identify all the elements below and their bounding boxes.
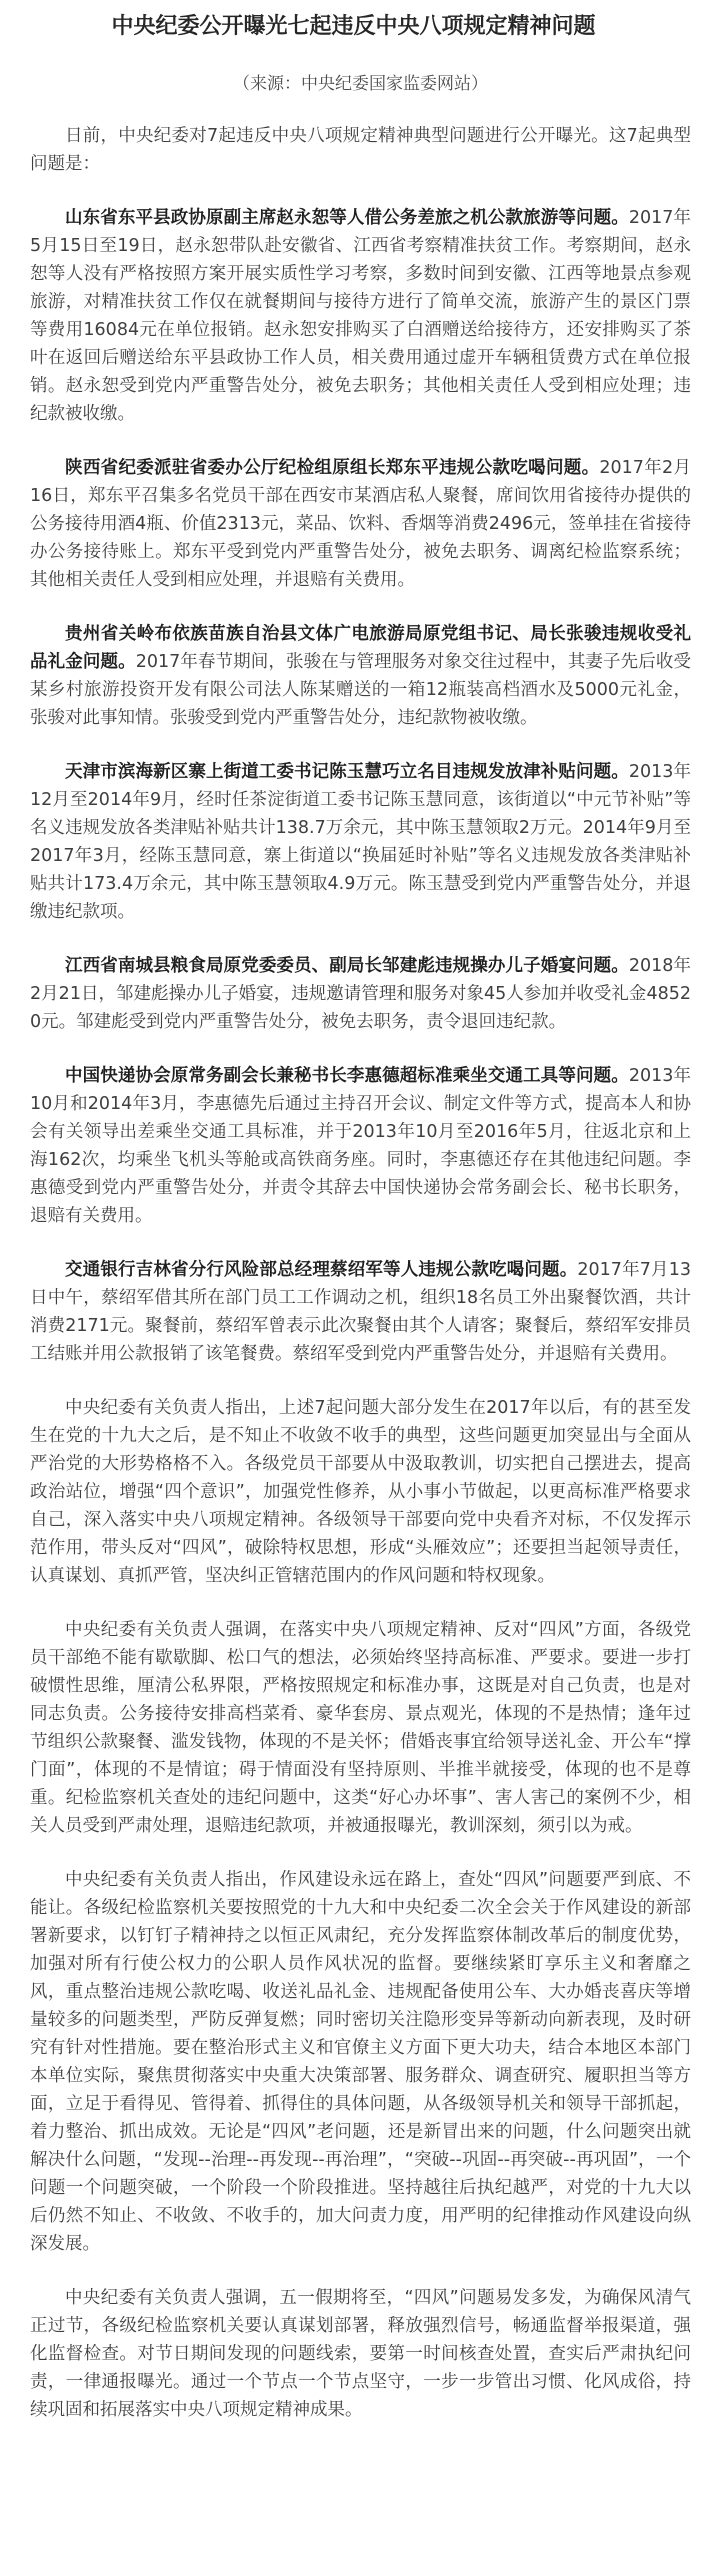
case-1-title: 山东省东平县政协原副主席赵永恕等人借公务差旅之机公款旅游等问题。 — [65, 208, 629, 228]
article-source: （来源：中央纪委国家监委网站） — [233, 74, 488, 94]
case-4-body: 2013年12月至2014年9月，经时任茶淀街道工委书记陈玉慧同意，该街道以“中元节补贴”等名义违规发放各类津贴补贴共计138.7万余元，其中陈玉慧领取2万元。2014年9月至2017年3月，经陈玉慧同意，寨上街道以“换届延时补贴”等名义违规发放各类津贴补贴共计173.4万余元，其中陈玉慧领取4.9万元。陈玉慧受到党内严重警告处分，并退缴违纪款项。 — [30, 762, 691, 922]
case-paragraph-7 — [30, 1256, 691, 1368]
case-2-title: 陕西省纪委派驻省委办公厅纪检组原组长郑东平违规公款吃喝问题。 — [65, 458, 600, 478]
case-1-body: 2017年5月15日至19日，赵永恕带队赴安徽省、江西省考察精准扶贫工作。考察期间，赵永恕等人没有严格按照方案开展实质性学习考察，多数时间到安徽、江西等地景点参观旅游，对精准扶贫工作仅在就餐期间与接待方进行了简单交流，旅游产生的景区门票等费用16084元在单位报销。赵永恕安排购买了白酒赠送给接待方，还安排购买了茶叶在返回后赠送给东平县政协工作人员，相关费用通过虚开车辆租赁费方式在单位报销。赵永恕受到党内严重警告处分，被免去职务；其他相关责任人受到相应处理；违纪款被收缴。 — [30, 208, 691, 424]
case-3-body: 2017年春节期间，张骏在与管理服务对象交往过程中，其妻子先后收受某乡村旅游投资开发有限公司法人陈某赠送的一箱12瓶装高档酒水及5000元礼金，张骏对此事知情。张骏受到党内严重警告处分，违纪款物被收缴。 — [30, 652, 691, 728]
case-7-body: 2017年7月13日中午，蔡绍军借其所在部门员工工作调动之机，组织18名员工外出聚餐饮酒，共计消费2171元。聚餐前，蔡绍军曾表示此次聚餐由其个人请客；聚餐后，蔡绍军安排员工结账并用公款报销了该笔餐费。蔡绍军受到党内严重警告处分，并退赔有关费用。 — [30, 1260, 691, 1364]
commentary-paragraph-3: 中央纪委有关负责人指出，作风建设永远在路上，查处“四风”问题要严到底、不能让。各级纪检监察机关要按照党的十九大和中央纪委二次全会关于作风建设的新部署新要求，以钉钉子精神持之以恒正风肃纪，充分发挥监察体制改革后的制度优势，加强对所有行使公权力的公职人员作风状况的监督。要继续紧盯享乐主义和奢靡之风，重点整治违规公款吃喝、收送礼品礼金、违规配备使用公车、大办婚丧喜庆等增量较多的问题类型，严防反弹复燃；同时密切关注隐形变异等新动向新表现，及时研究有针对性措施。要在整治形式主义和官僚主义方面下更大功夫，结合本地区本部门本单位实际，聚焦贯彻落实中央重大决策部署、服务群众、调查研究、履职担当等方面，立足于看得见、管得着、抓得住的具体问题，从各级领导机关和领导干部抓起，着力整治、抓出成效。无论是“四风”老问题，还是新冒出来的问题，什么问题突出就解决什么问题，“发现--治理--再发现--再治理”，“突破--巩固--再突破--再巩固”，一个问题一个问题突破，一个阶段一个阶段推进。坚持越往后执纪越严，对党的十九大以后仍然不知止、不收敛、不收手的，加大问责力度，用严明的纪律推动作风建设向纵深发展。 — [30, 1870, 691, 2254]
commentary-paragraph-4: 中央纪委有关负责人强调，五一假期将至，“四风”问题易发多发，为确保风清气正过节，各级纪检监察机关要认真谋划部署，释放强烈信号，畅通监督举报渠道，强化监督检查。对节日期间发现的问题线索，要第一时间核查处置，查实后严肃执纪问责，一律通报曝光。通过一个节点一个节点坚守，一步一步管出习惯、化风成俗，持续巩固和拓展落实中央八项规定精神成果。 — [30, 2288, 691, 2420]
case-paragraph-5 — [30, 952, 691, 1036]
case-paragraph-1 — [30, 204, 691, 428]
case-6-body: 2013年10月和2014年3月，李惠德先后通过主持召开会议、制定文件等方式，提高本人和协会有关领导出差乘坐交通工具标准，并于2013年10月至2016年5月，往返北京和上海162次，均乘坐飞机头等舱或高铁商务座。同时，李惠德还存在其他违纪问题。李惠德受到党内严重警告处分，并责令其辞去中国快递协会常务副会长、秘书长职务，退赔有关费用。 — [30, 1066, 691, 1226]
case-6-title: 中国快递协会原常务副会长兼秘书长李惠德超标准乘坐交通工具等问题。 — [65, 1066, 629, 1086]
intro-paragraph: 日前，中央纪委对7起违反中央八项规定精神典型问题进行公开曝光。这7起典型问题是： — [30, 126, 691, 174]
case-3-title: 贵州省关岭布依族苗族自治县文体广电旅游局原党组书记、局长张骏违规收受礼品礼金问题。 — [30, 624, 691, 672]
case-paragraph-4 — [30, 758, 691, 926]
article-title: 中央纪委公开曝光七起违反中央八项规定精神问题 — [111, 14, 596, 39]
case-2-body: 2017年2月16日，郑东平召集多名党员干部在西安市某酒店私人聚餐，席间饮用省接待办提供的公务接待用酒4瓶、价值2313元，菜品、饮料、香烟等消费2496元，签单挂在省接待办公务接待账上。郑东平受到党内严重警告处分，被免去职务、调离纪检监察系统；其他相关责任人受到相应处理，并退赔有关费用。 — [30, 458, 691, 590]
case-4-title: 天津市滨海新区寨上街道工委书记陈玉慧巧立名目违规发放津补贴问题。 — [65, 762, 629, 782]
case-paragraph-3 — [30, 620, 691, 732]
case-paragraph-6 — [30, 1062, 691, 1230]
case-7-title: 交通银行吉林省分行风险部总经理蔡绍军等人违规公款吃喝问题。 — [65, 1260, 578, 1280]
commentary-paragraph-2: 中央纪委有关负责人强调，在落实中央八项规定精神、反对“四风”方面，各级党员干部绝不能有歇歇脚、松口气的想法，必须始终坚持高标准、严要求。要进一步打破惯性思维，厘清公私界限，严格按照规定和标准办事，这既是对自己负责，也是对同志负责。公务接待安排高档菜肴、豪华套房、景点观光，体现的不是热情；逢年过节组织公款聚餐、滥发钱物，体现的不是关怀；借婚丧事宜给领导送礼金、开公车“撑门面”，体现的不是情谊；碍于情面没有坚持原则、半推半就接受，体现的也不是尊重。纪检监察机关查处的违纪问题中，这类“好心办坏事”、害人害己的案例不少，相关人员受到严肃处理，退赔违纪款项，并被通报曝光，教训深刻，须引以为戒。 — [30, 1620, 691, 1836]
case-5-body: 2018年2月21日，邹建彪操办儿子婚宴，违规邀请管理和服务对象45人参加并收受礼金48520元。邹建彪受到党内严重警告处分，被免去职务，责令退回违纪款。 — [30, 956, 691, 1032]
case-5-title: 江西省南城县粮食局原党委委员、副局长邹建彪违规操办儿子婚宴问题。 — [65, 956, 629, 976]
case-paragraph-2 — [30, 454, 691, 594]
commentary-paragraph-1: 中央纪委有关负责人指出，上述7起问题大部分发生在2017年以后，有的甚至发生在党的十九大之后，是不知止不收敛不收手的典型，这些问题更加突显出与全面从严治党的大形势格格不入。各级党员干部要从中汲取教训，切实把自己摆进去，提高政治站位，增强“四个意识”，加强党性修养，从小事小节做起，以更高标准严格要求自己，深入落实中央八项规定精神。各级领导干部要向党中央看齐对标，不仅发挥示范作用，带头反对“四风”，破除特权思想，形成“头雁效应”；还要担当起领导责任，认真谋划、真抓严管，坚决纠正管辖范围内的作风问题和特权现象。 — [30, 1398, 691, 1586]
